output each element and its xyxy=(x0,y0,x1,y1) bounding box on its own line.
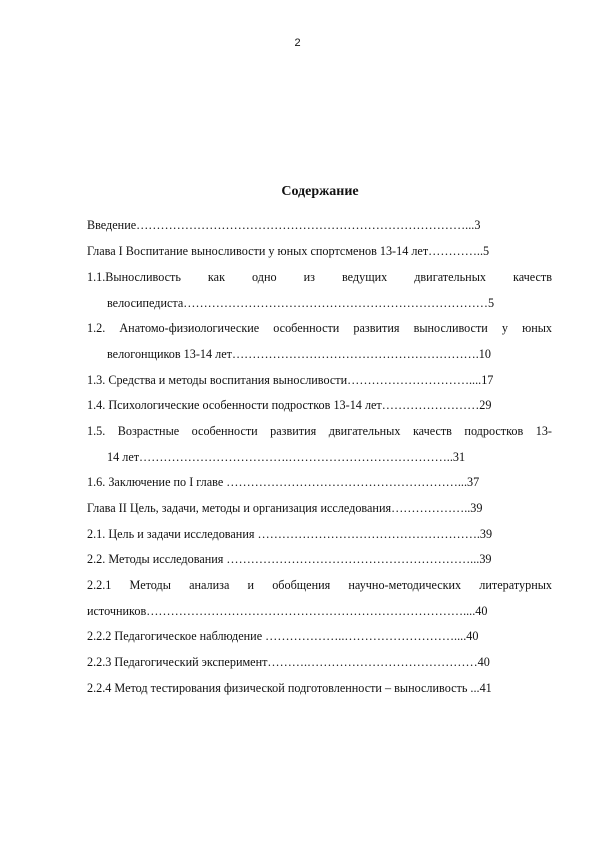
toc-entry-1-5-cont: 14 лет……………………………….…………………………………..31 xyxy=(107,450,466,464)
toc-entry-2-2-1: 2.2.1 Методы анализа и обобщения научно-методических литературных xyxy=(87,578,552,592)
toc-entry-2-2-2: 2.2.2 Педагогическое наблюдение ………………..………………………....40 xyxy=(87,629,479,643)
toc-entry-2-2-1-cont: источников……………………………………………………………………....40 xyxy=(87,604,488,618)
toc-entry-2-1: 2.1. Цель и задачи исследования ……………………………………………….39 xyxy=(87,527,493,541)
toc-entry-1-2: 1.2. Анатомо-физиологические особенности развития выносливости у юных xyxy=(87,321,552,335)
toc-entry-2-2: 2.2. Методы исследования ……………………………………………………...39 xyxy=(87,552,492,566)
toc-entry-introduction: Введение………………………………………………………………………...3 xyxy=(87,218,481,232)
page-number: 2 xyxy=(294,37,301,49)
toc-entry-1-3: 1.3. Средства и методы воспитания выносливости…………………………....17 xyxy=(87,373,494,387)
toc-entry-1-5: 1.5. Возрастные особенности развития двигательных качеств подростков 13- xyxy=(87,424,552,438)
toc-entry-1-1: 1.1.Выносливость как одно из ведущих двигательных качеств xyxy=(87,270,552,284)
toc-entry-1-1-cont: велосипедиста…………………………………………………………………5 xyxy=(107,296,495,310)
toc-entry-1-4: 1.4. Психологические особенности подростков 13-14 лет……………………29 xyxy=(87,398,492,412)
toc-entry-1-6: 1.6. Заключение по I главе …………………………………………………...37 xyxy=(87,475,480,489)
toc-entry-2-2-3: 2.2.3 Педагогический эксперимент……….……………………………………40 xyxy=(87,655,490,669)
toc-entry-chapter-2: Глава II Цель, задачи, методы и организация исследования………………..39 xyxy=(87,501,483,515)
toc-entry-chapter-1: Глава I Воспитание выносливости у юных спортсменов 13-14 лет…………..5 xyxy=(87,244,490,258)
toc-title: Содержание xyxy=(281,184,359,199)
toc-entry-2-2-4: 2.2.4 Метод тестирования физической подготовленности – выносливость ...41 xyxy=(87,681,492,695)
toc-entry-1-2-cont: велогонщиков 13-14 лет…………………………………………………….10 xyxy=(107,347,491,361)
